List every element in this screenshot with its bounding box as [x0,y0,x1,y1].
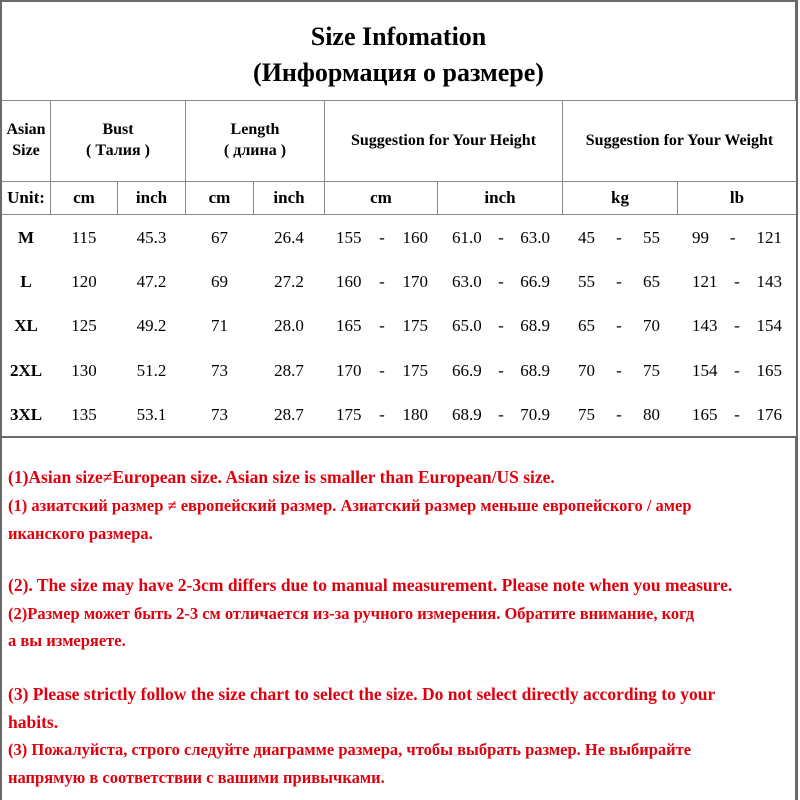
range-max: 63.0 [520,228,550,247]
range-min: 155 [336,228,362,247]
note-3-ru-line2: напрямую в соответствии с вашими привычками. [8,768,385,787]
range-min: 68.9 [452,405,482,424]
weight-kg-range [578,221,660,255]
header-length [186,101,324,181]
weight-lb-range [692,265,782,299]
unit-label: Unit: [7,187,45,207]
range-separator: - [729,228,736,247]
title-ru: (Информация о размере) [253,58,544,87]
length-inch-cell: 28.7 [274,404,304,424]
range-max: 80 [642,405,660,424]
range-min: 121 [692,272,718,291]
weight-lb-range [692,309,782,343]
range-min: 45 [578,228,595,247]
header-bust-line1: Bust [102,121,134,139]
range-max: 121 [756,228,782,247]
bust-inch-cell: 49.2 [136,315,167,335]
weight-kg-range [578,398,660,432]
range-max: 55 [642,228,660,247]
bust-inch-cell: 51.2 [136,360,167,380]
range-separator: - [498,361,504,380]
length-cm-cell: 73 [211,360,228,380]
note-3-en-line2: habits. [8,712,59,732]
length-cm-cell: 71 [211,315,228,335]
height-cm-range [336,265,428,299]
range-separator: - [498,316,504,335]
height-inch-range [452,354,550,388]
range-separator: - [616,405,622,424]
header-asian-size [2,101,50,181]
range-min: 66.9 [452,361,482,380]
range-max: 180 [402,405,428,424]
range-min: 165 [336,316,362,335]
range-min: 65 [578,316,595,335]
range-separator: - [379,228,385,247]
range-separator: - [616,361,622,380]
note-1-en: (1)Asian size≠European size. Asian size is smaller than European/US size. [8,467,555,487]
unit-height-cm: cm [370,187,392,207]
note-2-en: (2). The size may have 2-3cm differs due to manual measurement. Please note when you measure. [8,575,733,595]
header-bust [51,101,185,181]
range-separator: - [616,316,622,335]
range-max: 175 [402,316,428,335]
unit-height-inch: inch [484,187,516,207]
unit-bust-cm: cm [73,187,95,207]
range-separator: - [379,361,385,380]
range-max: 175 [402,361,428,380]
header-asian-size-line1: Asian [6,121,46,139]
range-separator: - [734,405,740,424]
range-max: 70.9 [520,405,550,424]
range-separator: - [498,272,504,291]
weight-lb-range [692,221,782,255]
height-cm-range [336,354,428,388]
length-inch-cell: 27.2 [274,271,304,291]
height-inch-range [452,265,550,299]
range-max: 66.9 [520,272,550,291]
range-separator: - [379,272,385,291]
range-separator: - [379,405,385,424]
range-max: 176 [756,405,782,424]
header-asian-size-line2: Size [12,142,40,159]
note-2-ru-line1: (2)Размер может быть 2-3 см отличается из-за ручного измерения. Обратите внимание, когд [8,604,695,623]
range-separator: - [616,272,622,291]
range-min: 75 [578,405,595,424]
bust-cm-cell: 135 [71,404,97,424]
header-bust-line2: ( Талия ) [86,142,150,159]
header-weight: Suggestion for Your Weight [585,131,774,149]
range-min: 175 [336,405,362,424]
range-min: 65.0 [452,316,482,335]
bust-cm-cell: 115 [71,227,97,247]
range-max: 68.9 [520,361,550,380]
range-min: 63.0 [452,272,482,291]
length-inch-cell: 28.7 [274,360,304,380]
unit-length-inch: inch [273,187,305,207]
size-cell: L [20,271,32,291]
range-min: 170 [336,361,362,380]
size-cell: 2XL [9,360,43,380]
range-max: 68.9 [520,316,550,335]
range-separator: - [498,405,504,424]
range-min: 154 [692,361,718,380]
range-separator: - [616,228,622,247]
range-min: 55 [578,272,595,291]
size-cell: XL [14,315,38,335]
bust-cm-cell: 125 [71,315,97,335]
range-max: 170 [402,272,428,291]
bust-inch-cell: 53.1 [136,404,167,424]
range-min: 143 [692,316,718,335]
bust-cm-cell: 120 [71,271,97,291]
note-3-ru-line1: (3) Пожалуйста, строго следуйте диаграмме размера, чтобы выбрать размер. Не выбирайте [8,740,692,759]
range-min: 99 [692,228,709,247]
note-2-ru-line2: а вы измеряете. [8,631,126,650]
length-cm-cell: 73 [211,404,228,424]
range-min: 160 [336,272,362,291]
header-length-line1: Length [230,121,280,139]
height-cm-range [336,221,428,255]
range-separator: - [734,361,740,380]
size-cell: 3XL [9,404,43,424]
range-min: 70 [578,361,595,380]
unit-length-cm: cm [208,187,231,207]
bust-inch-cell: 47.2 [136,271,167,291]
height-cm-range [336,398,428,432]
range-min: 165 [692,405,718,424]
range-separator: - [498,228,504,247]
height-cm-range [336,309,428,343]
note-3-en-line1: (3) Please strictly follow the size chart to select the size. Do not select directly according to your [8,684,716,704]
header-height: Suggestion for Your Height [350,131,537,149]
range-max: 75 [642,361,660,380]
height-inch-range [452,398,550,432]
range-separator: - [379,316,385,335]
range-max: 143 [756,272,782,291]
range-max: 65 [642,272,660,291]
length-cm-cell: 69 [211,271,228,291]
notes-section [0,437,797,800]
range-separator: - [734,316,740,335]
length-inch-cell: 28.0 [274,315,304,335]
weight-lb-range [692,354,782,388]
range-max: 160 [402,228,428,247]
bust-inch-cell: 45.3 [136,227,167,247]
bust-cm-cell: 130 [71,360,97,380]
title-box [0,0,797,100]
length-cm-cell: 67 [211,227,228,247]
range-max: 70 [642,316,660,335]
range-max: 165 [756,361,782,380]
height-inch-range [452,221,550,255]
weight-kg-range [578,265,660,299]
unit-weight-kg: kg [611,187,629,207]
length-inch-cell: 26.4 [274,227,304,247]
range-max: 154 [756,316,782,335]
height-inch-range [452,309,550,343]
title-en: Size Infomation [310,22,487,51]
unit-bust-inch: inch [135,187,168,207]
range-min: 61.0 [452,228,482,247]
weight-kg-range [578,354,660,388]
note-1-ru-line1: (1) азиатский размер ≠ европейский размер. Азиатский размер меньше европейского / амер [8,496,692,515]
size-cell: M [17,227,35,247]
weight-kg-range [578,309,660,343]
header-length-line2: ( длина ) [223,142,287,159]
unit-weight-lb: lb [729,187,745,207]
range-separator: - [734,272,740,291]
note-1-ru-line2: иканского размера. [8,524,153,543]
weight-lb-range [692,398,782,432]
